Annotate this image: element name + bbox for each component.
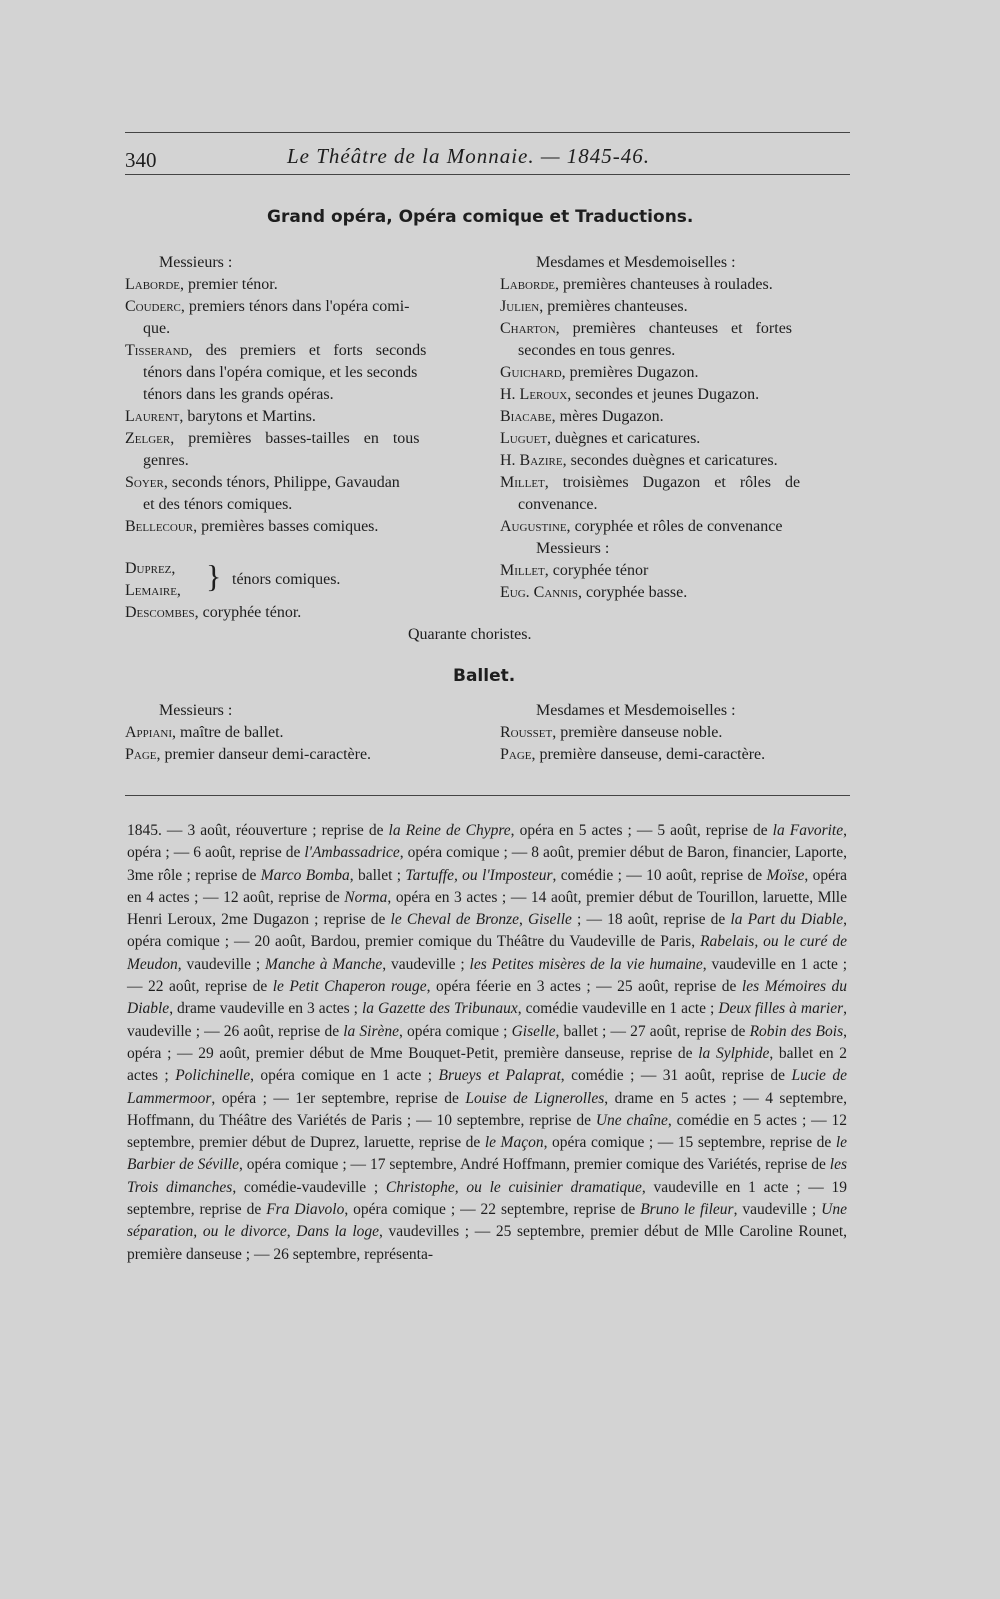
chronicle-text: , opéra ; — 29 août, premier début de Mme Bouquet-Petit, première danseuse, reprise de [127,1022,847,1062]
work-title: le Petit Chaperon rouge [272,978,427,996]
chronicle-text: , opéra en 3 actes ; — 14 août, premier début de Tourillon, laruette, Mlle Henri Leroux, 2me Dugazon ; reprise de [127,888,847,929]
cast-line-cont: convenance. [518,496,598,513]
cast-line: Biacabe, mères Dugazon. [500,408,664,425]
chronicle-text: 1845. — 3 août, réouverture ; reprise de [127,822,389,839]
cast-line: Julien, premières chanteuses. [500,298,688,315]
chronicle-paragraph [127,820,847,1266]
chronicle-text: , vaudevilles ; — 25 septembre, premier début de Mlle Caroline Rounet, première danseuse ; — 26 septembre, représenta- [127,1223,848,1263]
cast-line: Laborde, premières chanteuses à roulades. [500,276,773,293]
cast-line: Charton, premières chanteuses et fortes [500,320,793,337]
chronicle-text: , opéra comique ; — 22 septembre, reprise de [344,1201,641,1219]
work-title: le Barbier de Séville [127,1134,848,1174]
chronicle-text: ; — 18 août, reprise de [571,911,731,929]
chronicle-text: , vaudeville en 1 acte ; — 19 septembre, reprise de [127,1178,847,1219]
work-title: Polichinelle [175,1067,251,1085]
work-title: Une séparation, ou le divorce [127,1201,847,1241]
chronicle-text: , ballet ; — 27 août, reprise de [555,1022,750,1040]
work-title: Deux filles à marier [718,1000,844,1018]
left-column-men [125,252,473,538]
chronicle-text: , drame vaudeville en 3 actes ; [169,1000,362,1018]
work-title: le Maçon [484,1134,544,1152]
work-title: Rabelais, ou le curé de Meudon [127,933,847,973]
ballet-men [125,700,371,766]
chronicle-text: , opéra comique ; — 8 août, premier début de Baron, financier, Laporte, 3me rôle ; reprise de [127,844,847,884]
chronicle-text: , comédie ; — 31 août, reprise de [560,1067,792,1085]
work-title: Giselle [527,911,572,929]
cast-line: H. Bazire, secondes duègnes et caricatures. [500,452,778,469]
chronicle-text: , vaudeville ; [733,1201,822,1219]
cast-line: Page, premier danseur demi-caractère. [125,746,372,763]
chronicle-text: , opéra en 5 actes ; — 5 août, reprise de [510,822,773,839]
chronicle-text: , comédie-vaudeville ; [232,1178,386,1196]
work-title: Moïse [766,866,805,884]
cast-line: Laurent, barytons et Martins. [125,408,316,425]
cast-line: Guichard, premières Dugazon. [500,364,699,381]
chronicle-text: , ballet ; [349,866,406,884]
brace-names: Duprez, Lemaire, [125,560,181,599]
work-title: Robin des Bois [749,1022,844,1040]
chronicle-text: , opéra féerie en 3 actes ; — 25 août, reprise de [426,978,742,996]
right-men-heading: Messieurs : [536,540,610,557]
work-title: la Favorite [772,822,844,839]
cast-line: Tisserand, des premiers et forts seconds [125,342,427,359]
work-title: la Sylphide [698,1044,770,1062]
cast-line: Zelger, premières basses-tailles en tous [125,430,420,447]
work-title: Manche à Manche [265,955,383,973]
brace-symbol: } [206,558,222,594]
cast-line-cont: que. [143,320,171,337]
chronicle-text: , opéra comique ; — 15 septembre, reprise de [543,1134,836,1152]
cast-line-cont: ténors dans l'opéra comique, et les seconds [143,364,418,381]
ballet-women [500,700,765,766]
chronicle-text: , opéra comique en 1 acte ; [250,1067,439,1085]
chronicle-text: , comédie ; — 10 août, reprise de [552,866,767,884]
chorus-line: Quarante choristes. [408,626,532,643]
work-title: le Cheval de Bronze [390,911,519,929]
chronicle-text: , vaudeville en 1 acte ; — 22 août, reprise de [127,955,847,996]
chronicle-text: , ballet en 2 actes ; [127,1044,847,1085]
cast-line: Laborde, premier ténor. [125,276,278,293]
work-title: les Mémoires du Diable [127,978,847,1018]
top-rule [125,132,850,133]
chronicle-text: , vaudeville ; [177,955,266,973]
chronicle-text: , vaudeville ; — 26 août, reprise de [127,1000,847,1040]
chronicle-text: , [518,911,528,929]
brace-role: ténors comiques. [232,571,341,588]
header-rule [125,174,850,175]
work-title: les Petites misères de la vie humaine [469,955,703,973]
work-title: la Reine de Chypre [388,822,511,839]
section-rule [125,795,850,796]
cast-line: Luguet, duègnes et caricatures. [500,430,701,447]
work-title: Christophe, ou le cuisinier dramatique [385,1178,642,1196]
cast-line: Couderc, premiers ténors dans l'opéra comi- [125,298,410,315]
cast-line: Descombes, coryphée ténor. [125,604,302,621]
work-title: Marco Bomba [260,866,350,884]
cast-line: H. Leroux, secondes et jeunes Dugazon. [500,386,760,403]
cast-line-cont: et des ténors comiques. [143,496,293,513]
cast-line: Appiani, maître de ballet. [125,724,284,741]
chronicle-text: , opéra comique ; — 20 août, Bardou, premier comique du Théâtre du Vaudeville de Paris, [127,911,847,951]
work-title: Louise de Lignerolles [465,1089,605,1107]
work-title: Brueys et Palaprat [438,1067,561,1085]
cast-line: Bellecour, premières basses comiques. [125,518,379,535]
work-title: la Part du Diable [730,911,844,929]
chronicle-text: , drame en 5 actes ; — 4 septembre, Hoffmann, du Théâtre des Variétés de Paris ; — 10 septembre, reprise de [127,1089,847,1129]
cast-line: Page, première danseuse, demi-caractère. [500,746,766,763]
chronicle-text: , opéra en 4 actes ; — 12 août, reprise de [127,866,847,906]
work-title: Lucie de Lammermoor [127,1067,847,1107]
work-title: la Sirène [343,1022,400,1040]
cast-line: Eug. Cannis, coryphée basse. [500,584,688,601]
work-title: Une chaîne [595,1111,668,1129]
work-title: Fra Diavolo [266,1201,345,1219]
work-title: Tartuffe, ou l'Imposteur [405,866,553,884]
chronicle-text: , opéra comique ; — 17 septembre, André Hoffmann, premier comique des Variétés, reprise de [238,1156,830,1174]
chronicle-text: , comédie en 5 actes ; — 12 septembre, premier début de Duprez, laruette, reprise de [127,1111,848,1152]
cast-line-cont: secondes en tous genres. [518,342,676,359]
chronicle-text: , vaudeville ; [382,955,470,973]
work-title: Giselle [511,1022,556,1040]
work-title: Dans la loge [296,1223,380,1241]
women-heading: Mesdames et Mesdemoiselles : [536,254,736,271]
cast-line: Rousset, première danseuse noble. [500,724,723,741]
ballet-men-heading: Messieurs : [159,702,233,719]
running-title: Le Théâtre de la Monnaie. — 1845-46. [287,144,651,168]
chronicle-text: , opéra ; — 6 août, reprise de [127,822,847,862]
chronicle-text: , comédie vaudeville en 1 acte ; [517,1000,719,1018]
men-heading: Messieurs : [159,254,233,271]
page-number: 340 [125,148,157,172]
section-heading-grand-opera: Grand opéra, Opéra comique et Traductions. [267,207,694,227]
work-title: Bruno le fileur [640,1201,734,1219]
cast-line: Millet, coryphée ténor [500,562,649,579]
work-title: les Trois dimanches [127,1156,847,1196]
cast-line-cont: genres. [143,452,189,469]
cast-line: Soyer, seconds ténors, Philippe, Gavaudan [125,474,400,491]
section-heading-ballet: Ballet. [453,666,516,686]
chronicle-text: , [286,1223,297,1241]
cast-line: Augustine, coryphée et rôles de convenance [500,518,783,535]
work-title: l'Ambassadrice [304,844,400,862]
right-column-women [500,252,850,604]
work-title: la Gazette des Tribunaux [361,1000,518,1018]
work-title: Norma [344,888,388,906]
chronicle-text: , opéra ; — 1er septembre, reprise de [211,1089,466,1107]
cast-line-cont: ténors dans les grands opéras. [143,386,334,403]
ballet-women-heading: Mesdames et Mesdemoiselles : [536,702,736,719]
cast-line: Millet, troisièmes Dugazon et rôles de [500,474,801,491]
chronicle-text: , opéra comique ; [399,1022,512,1040]
